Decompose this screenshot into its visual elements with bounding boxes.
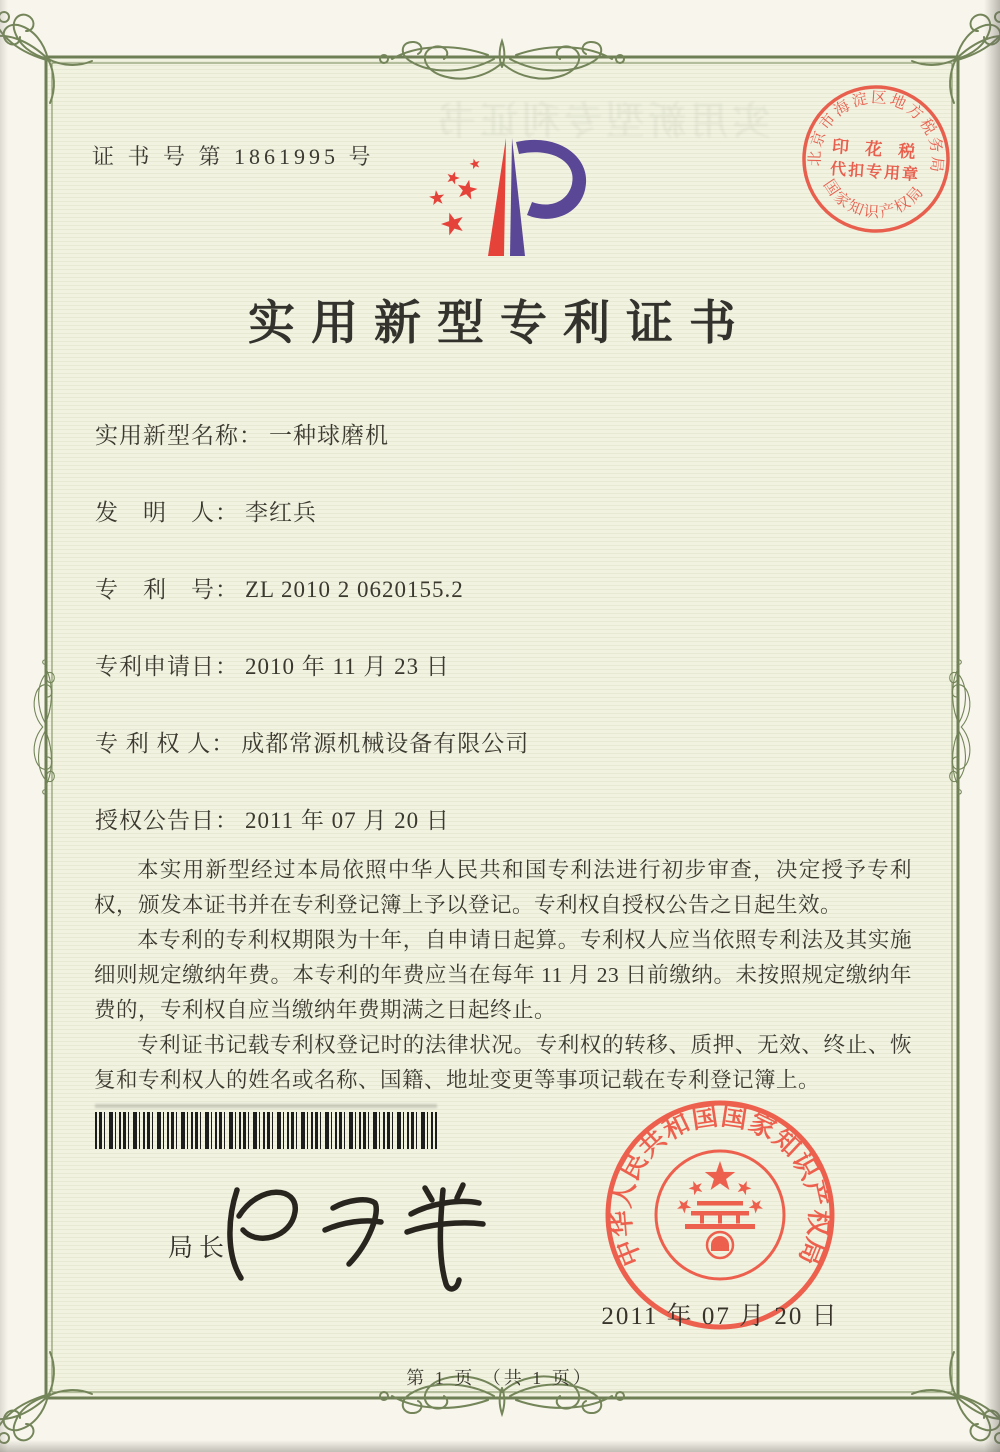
field-label: 专 利 权 人： (95, 731, 236, 756)
field-label: 发 明 人： (95, 500, 239, 525)
certificate-title: 实用新型专利证书 (248, 298, 752, 350)
field-value: 成都常源机械设备有限公司 (241, 731, 530, 756)
signature-role: 局长 (168, 1235, 231, 1262)
scan-edge-right (984, 0, 1000, 1452)
field-value: 李红兵 (245, 500, 317, 525)
field-patent-number (95, 578, 915, 602)
bleedthrough-text: 实用新型专利证书 (433, 101, 770, 143)
sipo-patent-logo-icon (415, 132, 595, 264)
field-utility-model-name (95, 424, 915, 448)
red-tax-stamp-icon (790, 73, 962, 245)
certificate-number: 证 书 号 第 1861995 号 (92, 144, 375, 169)
tax-stamp-center-line2: 代扣专用章 (829, 160, 921, 185)
scan-edge-bottom (0, 1440, 1000, 1452)
handwritten-signature-icon (215, 1168, 495, 1303)
scan-edge-left (0, 0, 8, 1452)
tax-stamp-bottom-text: 国家知识产权局 (819, 176, 929, 222)
page-indicator: 第 1 页 （共 1 页） (406, 1368, 594, 1388)
legal-paragraph-2: 本专利的专利权期限为十年，自申请日起算。专利权人应当依照专利法及其实施细则规定缴纳年费。本专利的年费应当在每年 11 月 23 日前缴纳。未按照规定缴纳年费的，专利权自应当缴纳年费期满之日起终止。 (94, 928, 912, 1022)
seal-issue-date: 2011 年 07 月 20 日 (601, 1303, 839, 1330)
tax-stamp-center-line1: 印 花 税 (831, 136, 922, 163)
field-filing-date (95, 655, 915, 679)
barcode-icon (95, 1112, 437, 1149)
field-patentee (95, 732, 915, 756)
legal-paragraph-3: 专利证书记载专利权登记时的法律状况。专利权的转移、质押、无效、终止、恢复和专利权人的姓名或名称、国籍、地址变更等事项记载在专利登记簿上。 (94, 1033, 912, 1092)
field-label: 专利申请日： (95, 654, 239, 679)
field-value: 2011 年 07 月 20 日 (245, 808, 450, 833)
svg-text:北京市海淀区地方税务局 (805, 84, 951, 176)
field-grant-date (95, 809, 915, 833)
field-value: ZL 2010 2 0620155.2 (245, 577, 464, 602)
barcode-smudge (95, 1104, 437, 1108)
field-value: 一种球磨机 (269, 423, 389, 448)
field-label: 授权公告日： (95, 808, 239, 833)
field-label: 实用新型名称： (95, 423, 263, 448)
field-label: 专 利 号： (95, 577, 239, 602)
legal-text (94, 853, 912, 1098)
certificate-fields (95, 424, 915, 886)
national-emblem (656, 1151, 784, 1279)
seal-ring-text: 中华人民共和国国家知识产权局 (606, 1101, 834, 1270)
legal-paragraph-1: 本实用新型经过本局依照中华人民共和国专利法进行初步审查，决定授予专利权，颁发本证书并在专利登记簿上予以登记。专利权自授权公告之日起生效。 (94, 858, 912, 917)
field-value: 2010 年 11 月 23 日 (245, 654, 450, 679)
field-inventor (95, 501, 915, 525)
tax-stamp-ring-text: 北京市海淀区地方税务局 (806, 89, 946, 176)
